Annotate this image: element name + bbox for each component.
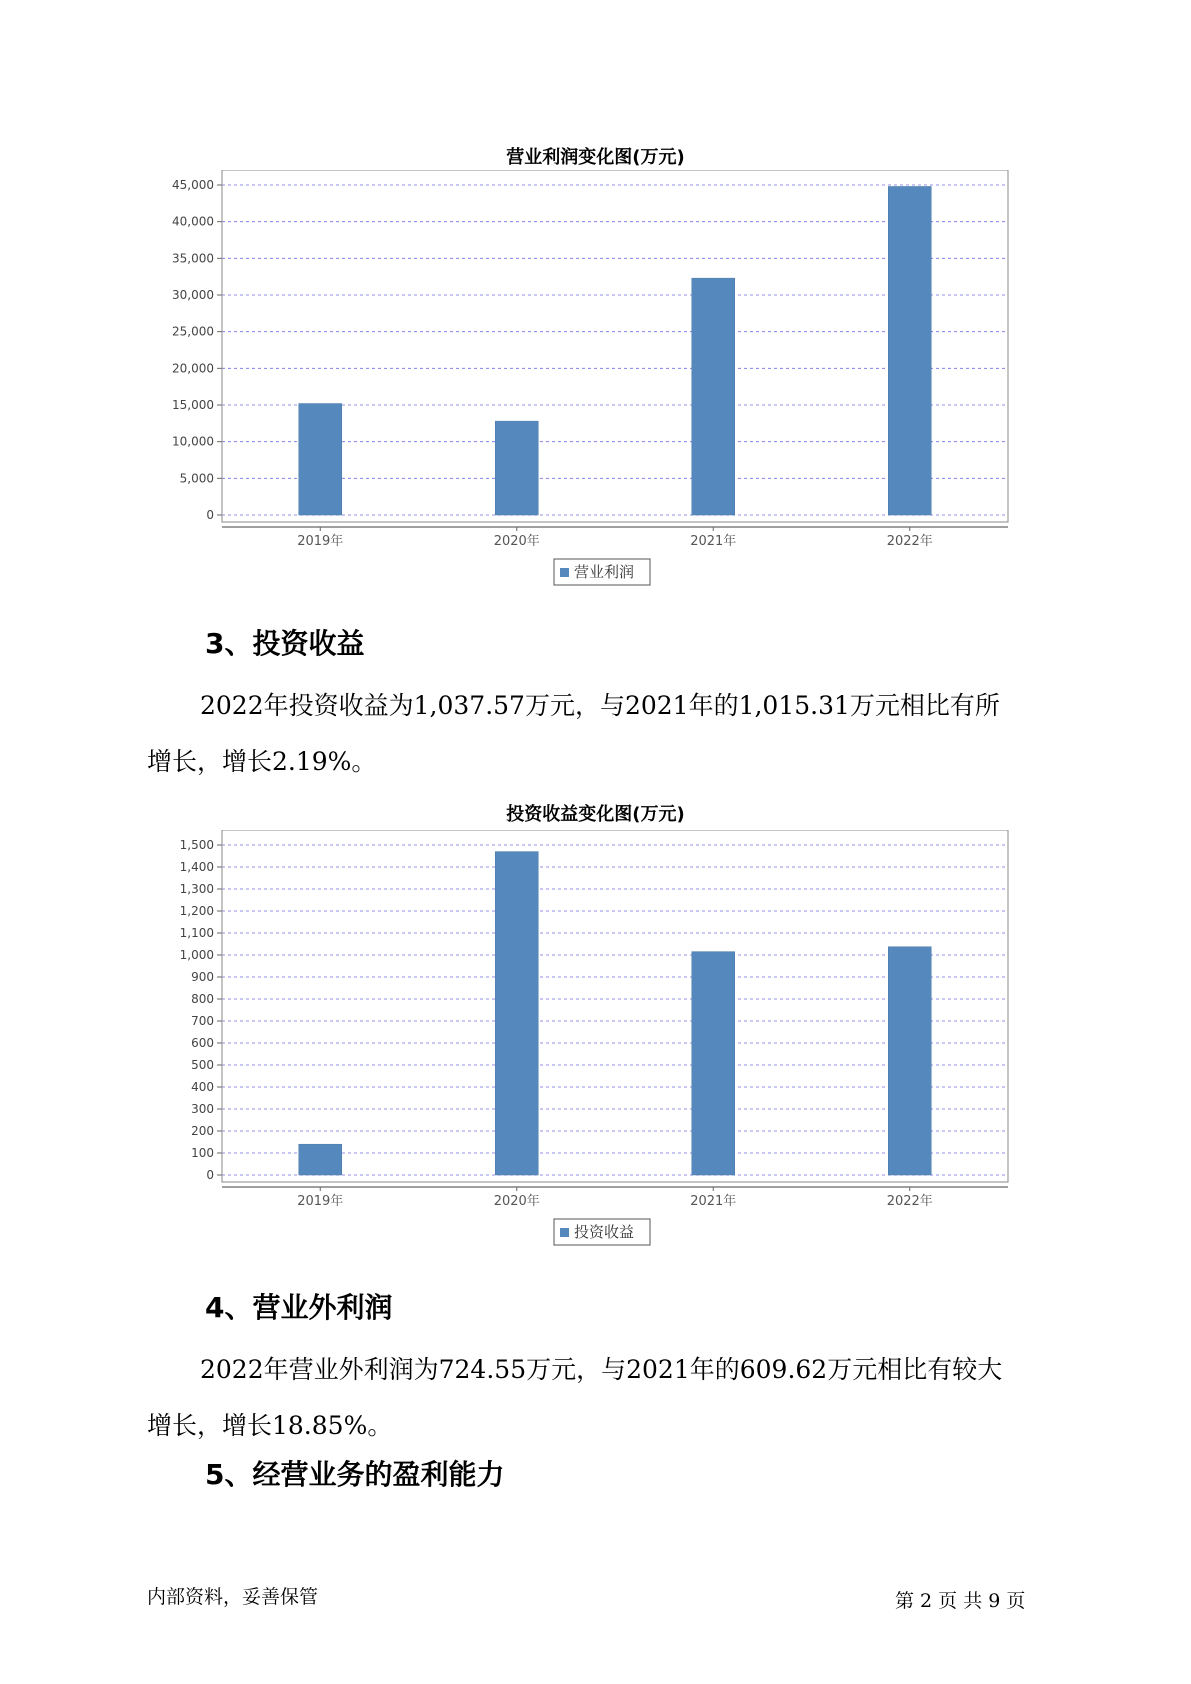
y-tick-label: 300	[191, 1102, 214, 1116]
paragraph-line: 2022年投资收益为1,037.57万元，与2021年的1,015.31万元相比有所	[200, 691, 1000, 720]
legend-label: 营业利润	[574, 563, 635, 581]
investment-income-chart	[0, 830, 1191, 1250]
x-tick-label: 2020年	[493, 1194, 540, 1209]
y-tick-label: 100	[191, 1146, 214, 1160]
bar	[692, 278, 735, 515]
x-tick-label: 2022年	[886, 1194, 933, 1209]
legend-swatch	[560, 1228, 569, 1237]
y-tick-label: 40,000	[172, 214, 214, 229]
y-tick-label: 35,000	[172, 251, 214, 266]
heading-profitability: 5、经营业务的盈利能力	[205, 1458, 505, 1491]
paragraph-non-operating-profit	[147, 1342, 1047, 1454]
x-tick-label: 2019年	[297, 1194, 344, 1209]
x-tick-label: 2021年	[690, 1194, 737, 1209]
y-tick-label: 1,000	[179, 948, 214, 962]
bar	[495, 852, 538, 1175]
bar	[888, 186, 931, 515]
x-tick-label: 2022年	[886, 534, 933, 549]
paragraph-line: 2022年营业外利润为724.55万元，与2021年的609.62万元相比有较大	[200, 1355, 1003, 1384]
y-tick-label: 20,000	[172, 361, 214, 376]
footer-confidential: 内部资料，妥善保管	[147, 1586, 319, 1608]
paragraph-investment-income	[147, 678, 1047, 790]
bar	[888, 947, 931, 1175]
y-tick-label: 1,400	[179, 860, 214, 874]
y-tick-label: 800	[191, 992, 214, 1006]
y-tick-label: 700	[191, 1014, 214, 1028]
y-tick-label: 5,000	[179, 471, 214, 486]
heading-non-operating-profit: 4、营业外利润	[205, 1291, 393, 1324]
y-tick-label: 1,200	[179, 904, 214, 918]
paragraph-line: 增长，增长18.85%。	[147, 1411, 393, 1440]
operating-profit-chart	[0, 170, 1191, 590]
bar	[692, 952, 735, 1175]
y-tick-label: 30,000	[172, 288, 214, 302]
y-tick-label: 0	[206, 1168, 214, 1182]
y-tick-label: 200	[191, 1124, 214, 1138]
bar	[299, 404, 342, 515]
x-tick-label: 2019年	[297, 534, 344, 549]
y-tick-label: 500	[191, 1058, 214, 1072]
y-tick-label: 15,000	[172, 398, 214, 412]
paragraph-line: 增长，增长2.19%。	[147, 747, 377, 776]
heading-investment-income: 3、投资收益	[205, 627, 365, 660]
legend-label: 投资收益	[574, 1223, 635, 1241]
x-tick-label: 2021年	[690, 534, 737, 549]
bar	[495, 421, 538, 515]
y-tick-label: 1,500	[179, 838, 214, 852]
legend-swatch	[560, 568, 569, 577]
y-tick-label: 45,000	[172, 178, 214, 192]
y-tick-label: 600	[191, 1036, 214, 1050]
chart-title-operating-profit: 营业利润变化图(万元)	[506, 147, 685, 168]
y-tick-label: 900	[191, 970, 214, 984]
bar	[299, 1144, 342, 1175]
x-tick-label: 2020年	[493, 534, 540, 549]
footer-page-number: 第 2 页 共 9 页	[895, 1590, 1026, 1612]
y-tick-label: 25,000	[172, 324, 214, 339]
y-tick-label: 0	[206, 508, 214, 522]
y-tick-label: 1,300	[179, 882, 214, 896]
chart-title-investment-income: 投资收益变化图(万元)	[506, 804, 685, 825]
y-tick-label: 400	[191, 1080, 214, 1094]
y-tick-label: 10,000	[172, 434, 214, 449]
y-tick-label: 1,100	[179, 926, 214, 940]
